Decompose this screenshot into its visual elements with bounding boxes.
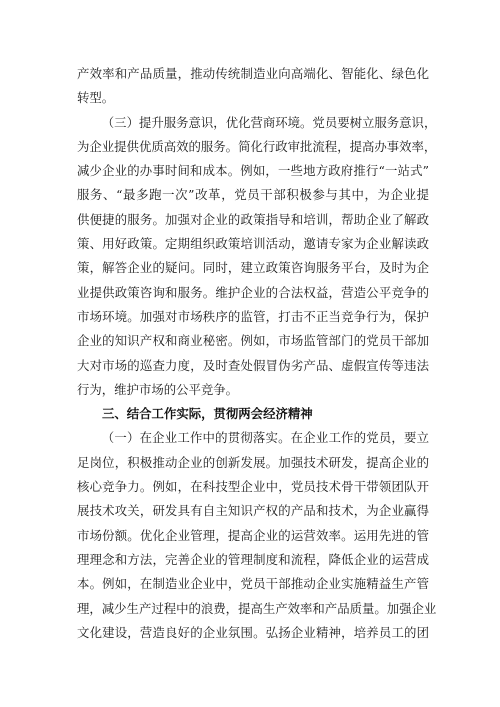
text-line: 文化建设，营造良好的企业氛围。弘扬企业精神，培养员工的团	[77, 624, 429, 640]
text-line: 市场份额。优化企业管理，提高企业的运营效率。运用先进的管	[77, 527, 429, 543]
text-line: 减少企业的办事时间和成本。例如，一些地方政府推行“一站式”	[77, 163, 429, 179]
text-line: 足岗位，积极推动企业的创新发展。加强技术研发，提高企业的	[77, 454, 429, 470]
text-line: 市场环境。加强对市场秩序的监管，打击不正当竞争行为，保护	[77, 308, 429, 324]
text-line: 展技术攻关，研发具有自主知识产权的产品和技术，为企业赢得	[77, 503, 429, 519]
text-line: 产效率和产品质量，推动传统制造业向高端化、智能化、绿色化	[77, 66, 429, 81]
paragraph-enterprise	[77, 426, 437, 645]
text-line: 业提供政策咨询和服务。维护企业的合法权益，营造公平竞争的	[77, 284, 429, 300]
text-line: 策、用好政策。定期组织政策培训活动，邀请专家为企业解读政	[77, 236, 429, 252]
text-line: 供便捷的服务。加强对企业的政策指导和培训，帮助企业了解政	[77, 211, 429, 227]
text-line: （三）提升服务意识，优化营商环境。党员要树立服务意识，	[101, 114, 437, 130]
paragraph-continued	[77, 62, 429, 111]
text-line: 服务、“最多跑一次”改革，党员干部积极参与其中，为企业提	[77, 187, 429, 203]
text-line: 本。例如，在制造业企业中，党员干部推动企业实施精益生产管	[77, 576, 429, 592]
text-line: （一）在企业工作中的贯彻落实。在企业工作的党员，要立	[101, 430, 429, 446]
text-line: 为企业提供优质高效的服务。简化行政审批流程，提高办事效率，	[77, 138, 437, 154]
document-body	[77, 62, 437, 645]
text-line: 理理念和方法，完善企业的管理制度和流程，降低企业的运营成	[77, 551, 429, 567]
paragraph-service	[77, 111, 437, 403]
section-heading: 三、结合工作实际，贯彻两会经济精神	[102, 406, 313, 422]
text-line: 大对市场的巡查力度，及时查处假冒伪劣产品、虚假宣传等违法	[77, 357, 429, 373]
text-line: 理，减少生产过程中的浪费，提高生产效率和产品质量。加强企业	[77, 600, 437, 616]
text-line: 转型。	[77, 90, 115, 106]
text-line: 核心竞争力。例如，在科技型企业中，党员技术骨干带领团队开	[77, 479, 429, 495]
text-line: 策，解答企业的疑问。同时，建立政策咨询服务平台，及时为企	[77, 260, 429, 276]
text-line: 行为，维护市场的公平竞争。	[77, 381, 239, 397]
text-line: 企业的知识产权和商业秘密。例如，市场监管部门的党员干部加	[77, 333, 429, 349]
